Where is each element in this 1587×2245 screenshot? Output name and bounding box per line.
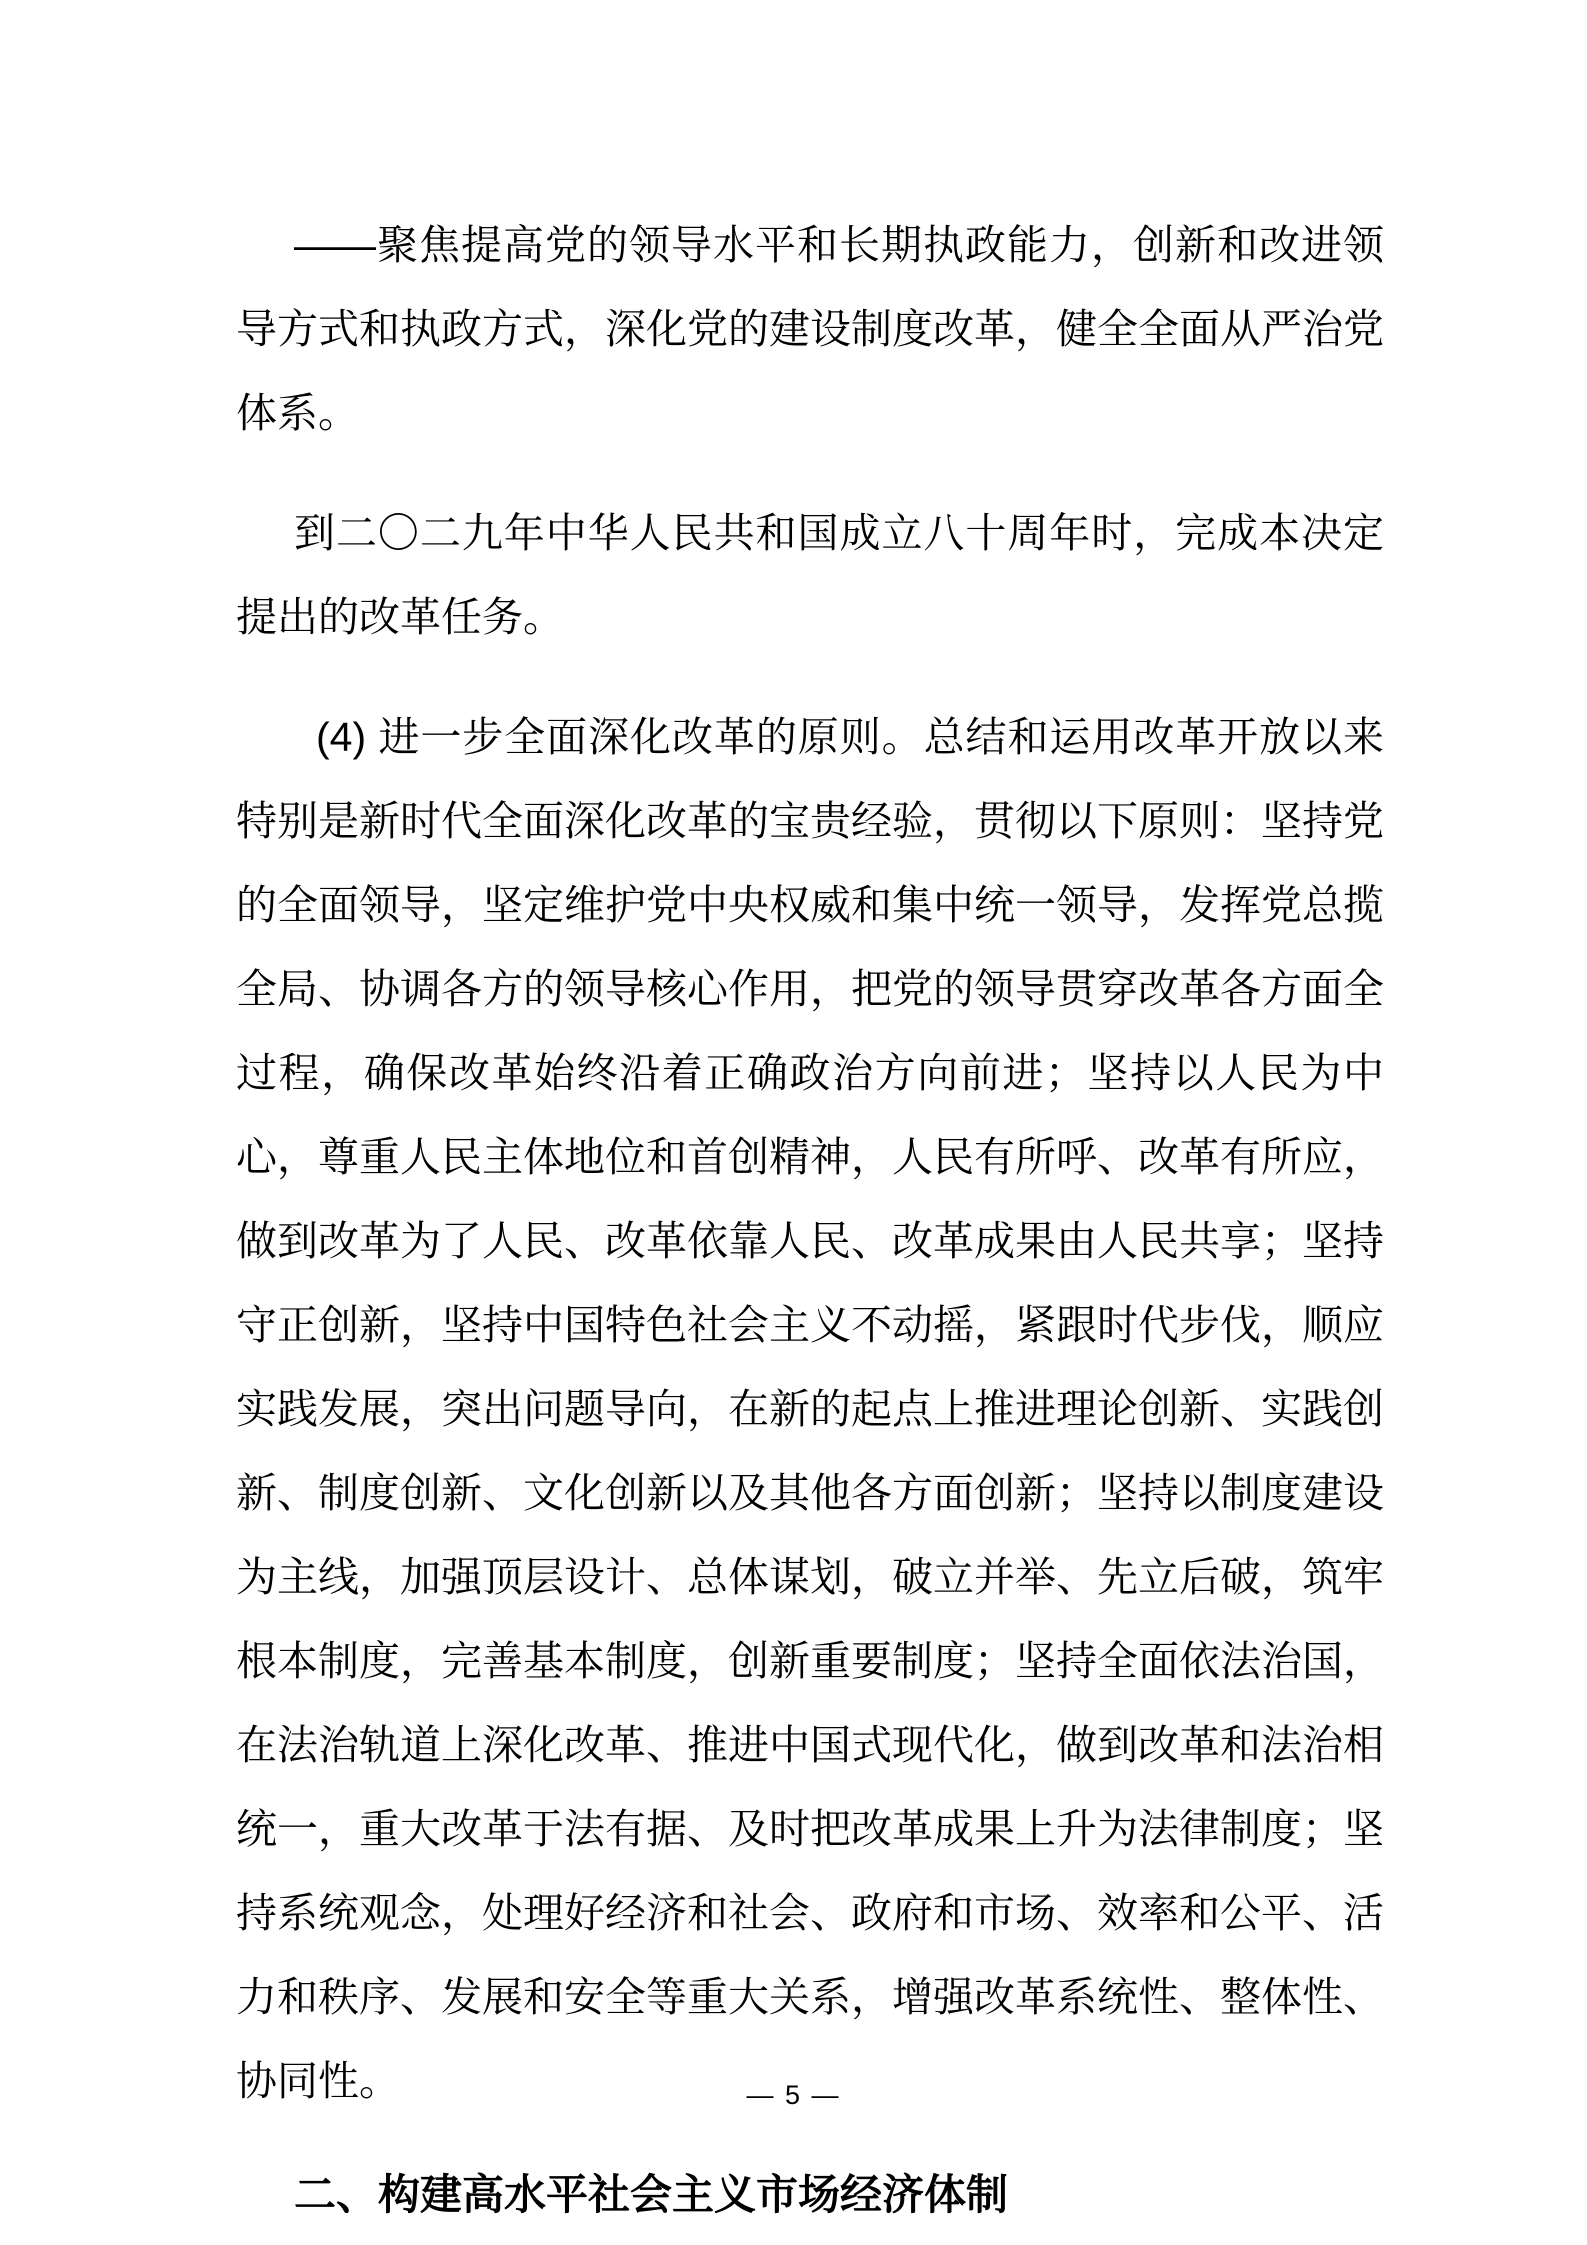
document-body bbox=[236, 203, 1384, 2237]
page-number: — 5 — bbox=[746, 2080, 841, 2110]
body-paragraph: ——聚焦提高党的领导水平和长期执政能力，创新和改进领导方式和执政方式，深化党的建设制度改革，健全全面从严治党体系。 bbox=[236, 222, 1384, 436]
body-paragraph: (4) 进一步全面深化改革的原则。总结和运用改革开放以来特别是新时代全面深化改革的宝贵经验，贯彻以下原则：坚持党的全面领导，坚定维护党中央权威和集中统一领导，发挥党总揽全局、协调各方的领导核心作用，把党的领导贯穿改革各方面全过程，确保改革始终沿着正确政治方向前进；坚持以人民为中心，尊重人民主体地位和首创精神，人民有所呼、改革有所应，做到改革为了人民、改革依靠人民、改革成果由人民共享；坚持守正创新，坚持中国特色社会主义不动摇，紧跟时代步伐，顺应实践发展，突出问题导向，在新的起点上推进理论创新、实践创新、制度创新、文化创新以及其他各方面创新；坚持以制度建设为主线，加强顶层设计、总体谋划，破立并举、先立后破，筑牢根本制度，完善基本制度，创新重要制度；坚持全面依法治国，在法治轨道上深化改革、推进中国式现代化，做到改革和法治相统一，重大改革于法有据、及时把改革成果上升为法律制度；坚持系统观念，处理好经济和社会、政府和市场、效率和公平、活力和秩序、发展和安全等重大关系，增强改革系统性、整体性、协同性。 bbox=[236, 714, 1384, 2104]
body-paragraph: 到二〇二九年中华人民共和国成立八十周年时，完成本决定提出的改革任务。 bbox=[236, 510, 1384, 640]
section-heading: 二、构建高水平社会主义市场经济体制 bbox=[294, 2171, 1009, 2218]
